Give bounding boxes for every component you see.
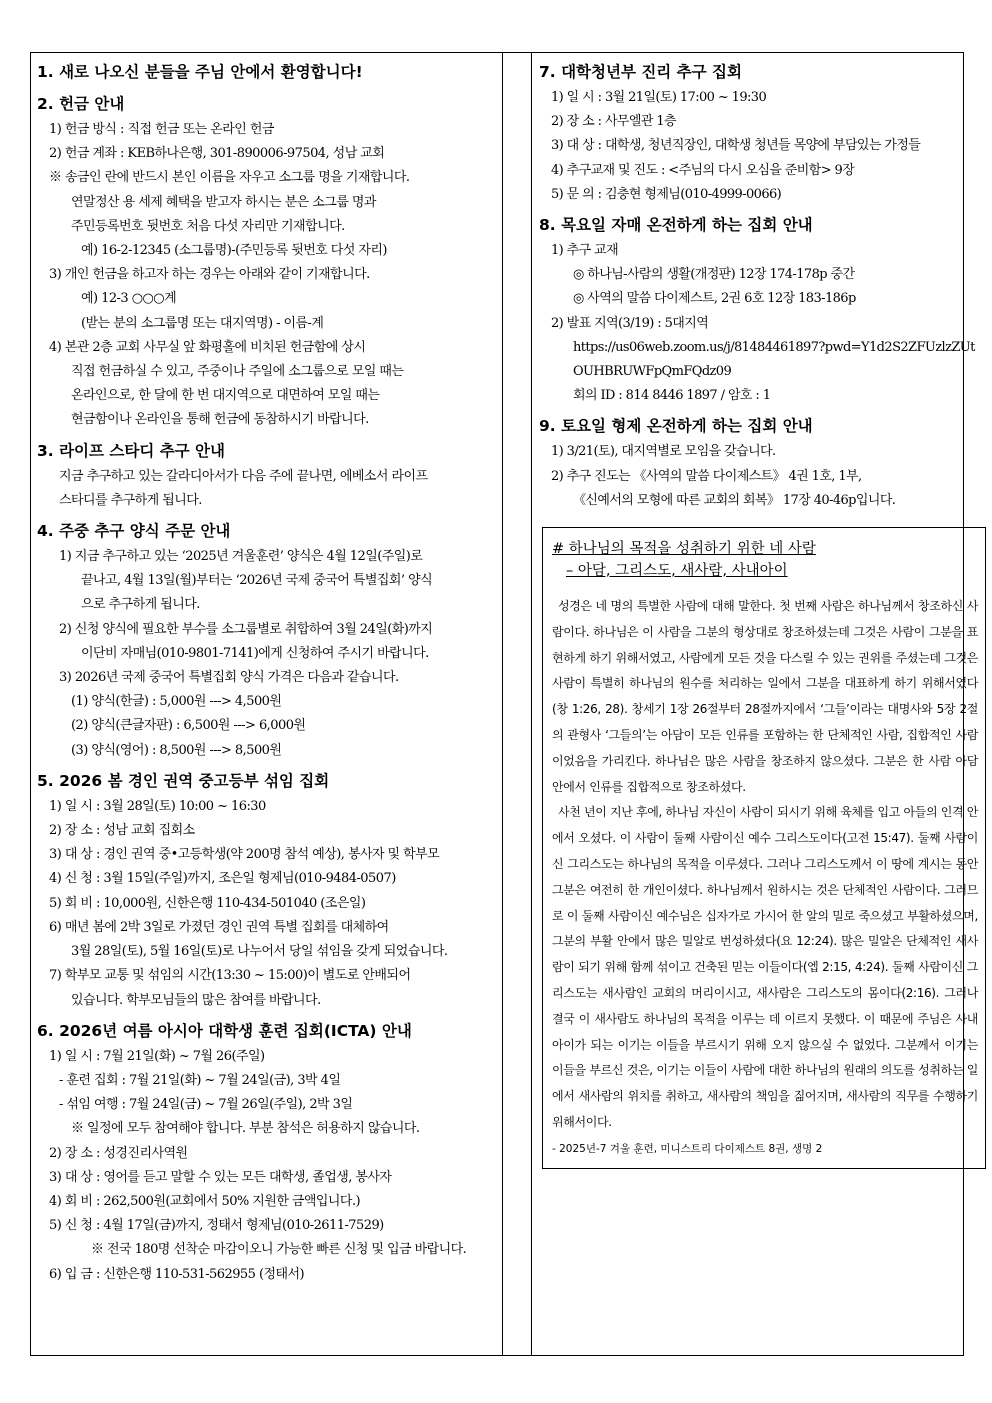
list-item: 1) 일 시 : 3월 21일(토) 17:00 ~ 19:30 <box>551 90 767 105</box>
list-item: 1) 추구 교재 <box>551 243 619 259</box>
section-welcome <box>37 59 493 86</box>
bulletin-frame <box>30 52 978 1356</box>
list-item: 으로 추구하게 됩니다. <box>81 597 200 613</box>
list-item: 4) 신 청 : 3월 15일(주일)까지, 조은일 형제님(010-9484-0507) <box>49 871 396 887</box>
list-item: 현금함이나 온라인을 통해 헌금에 동참하시기 바랍니다. <box>71 412 369 428</box>
list-item: 5) 문 의 : 김충현 형제님(010-4999-0066) <box>551 186 782 202</box>
section-title: 7. 대학청년부 진리 추구 집회 <box>539 63 742 81</box>
box-source: - 2025년-7 겨울 훈련, 미니스트리 다이제스트 8권, 생명 2 <box>552 1142 823 1155</box>
list-item: 3월 28일(토), 5월 16일(토)로 나누어서 당일 섞임을 갖게 되었습니다. <box>71 944 448 960</box>
list-item: 온라인으로, 한 달에 한 번 대지역으로 대면하여 모일 때는 <box>71 388 380 404</box>
list-item: (1) 양식(한글) : 5,000원 ---> 4,500원 <box>71 694 282 710</box>
list-item: - 섞임 여행 : 7월 24일(금) ~ 7월 26일(주일), 2박 3일 <box>59 1097 353 1113</box>
list-item: 3) 대 상 : 경인 권역 중•고등학생(약 200명 참석 예상), 봉사자 및 학부모 <box>49 847 440 863</box>
section-brothers-meeting <box>539 413 959 513</box>
list-item: ※ 송금인 란에 반드시 본인 이름을 자우고 소그룹 명을 기재합니다. <box>49 170 410 186</box>
section-life-study <box>37 438 493 513</box>
list-item: 이단비 자매님(010-9801-7141)에게 신청하여 주시기 바랍니다. <box>81 645 429 661</box>
list-item: (3) 양식(영어) : 8,500원 ---> 8,500원 <box>71 742 282 758</box>
box-paragraph: 성경은 네 명의 특별한 사람에 대해 말한다. 첫 번째 사람은 하나님께서 창조하신 사람이다. 하나님은 이 사람을 그분의 형상대로 창조하셨는데 그것은 사람이 그분을 표현하게 하기 위해서였고, 사람에게 모든 것을 다스릴 수 있는 권위를 주셨는데 그것은 사람이 특별히 하나님의 원수를 처리하는 일에서 그분을 대표하게 하기 위해서였다(창 1:26, 28). 창세기 1장 26절부터 28절까지에서 ‘그들’이라는 대명사와 5장 2절의 관형사 ‘그들의’는 아담이 모든 인류를 포함하는 한 단체적인 사람, 집합적인 사람이었음을 가리킨다. 하나님은 많은 사람을 창조하지 않으셨다. 그분은 한 사람 아담 안에서 인류를 집합적으로 창조하셨다. <box>552 599 978 794</box>
section-order <box>37 518 493 763</box>
list-item: 6) 매년 봄에 2박 3일로 가졌던 경인 권역 특별 집회를 대체하여 <box>49 919 389 935</box>
list-item: 지금 추구하고 있는 갈라디아서가 다음 주에 끝나면, 에베소서 라이프 <box>59 468 428 484</box>
list-item: 1) 일 시 : 7월 21일(화) ~ 7월 26(주일) <box>49 1048 265 1064</box>
section-offering <box>37 91 493 433</box>
section-title: 6. 2026년 여름 아시아 대학생 훈련 집회(ICTA) 안내 <box>37 1021 412 1040</box>
list-item: 2) 헌금 계좌 : KEB하나은행, 301-890006-97504, 성남 교회 <box>49 146 385 162</box>
list-item: (2) 양식(큰글자판) : 6,500원 ---> 6,000원 <box>71 718 306 734</box>
list-item: 2) 장 소 : 성남 교회 집회소 <box>49 823 195 839</box>
list-item: 2) 추구 진도는 《사역의 말씀 다이제스트》 4권 1호, 1부, <box>551 468 862 484</box>
list-item: 2) 발표 지역(3/19) : 5대지역 <box>551 315 709 331</box>
right-column <box>539 59 978 1169</box>
list-item: 3) 2026년 국제 중국어 특별집회 양식 가격은 다음과 같습니다. <box>59 670 399 686</box>
list-item: 2) 신청 양식에 필요한 부수를 소그룹별로 취합하여 3월 24일(화)까지 <box>59 621 433 637</box>
list-item: 4) 본관 2층 교회 사무실 앞 화평홀에 비치된 헌금함에 상시 <box>49 339 366 355</box>
list-item: 있습니다. 학부모님들의 많은 참여를 바랍니다. <box>71 992 321 1008</box>
section-title: 3. 라이프 스타디 추구 안내 <box>37 441 225 460</box>
list-item: 1) 3/21(토), 대지역별로 모임을 갖습니다. <box>551 444 776 460</box>
section-title: 5. 2026 봄 경인 권역 중고등부 섞임 집회 <box>37 771 330 790</box>
list-item: 《신예서의 모형에 따른 교회의 회복》 17장 40-46p입니다. <box>573 492 896 508</box>
list-item: 연말정산 용 세제 혜택을 받고자 하시는 분은 소그룹 명과 <box>71 194 376 210</box>
list-item: 3) 대 상 : 대학생, 청년직장인, 대학생 청년들 목양에 부담있는 가정들 <box>551 138 921 154</box>
section-title: 1. 새로 나오신 분들을 주님 안에서 환영합니다! <box>37 63 363 81</box>
section-icta <box>37 1018 493 1287</box>
section-sisters-meeting <box>539 212 975 408</box>
left-column <box>37 59 493 1292</box>
list-item: 7) 학부모 교통 및 섞임의 시간(13:30 ~ 15:00)이 별도로 안배되어 <box>49 968 411 984</box>
list-item: 끝나고, 4월 13일(월)부터는 ‘2026년 국제 중국어 특별집회’ 양식 <box>81 573 433 589</box>
list-item: 회의 ID : 814 8446 1897 / 암호 : 1 <box>573 388 771 404</box>
zoom-link[interactable]: OUHBRUWFpQmFQdz09 <box>573 364 732 380</box>
list-item: 6) 입 금 : 신한은행 110-531-562955 (정태서) <box>49 1266 305 1282</box>
section-title: 9. 토요일 형제 온전하게 하는 집회 안내 <box>539 417 813 436</box>
list-item: 1) 일 시 : 3월 28일(토) 10:00 ~ 16:30 <box>49 798 266 814</box>
box-subtitle: – 아담, 그리스도, 새사람, 사내아이 <box>566 563 788 580</box>
list-item: 5) 회 비 : 10,000원, 신한은행 110-434-501040 (조은일) <box>49 895 366 911</box>
list-item: (받는 분의 소그룹명 또는 대지역명) - 이름-계 <box>81 315 324 331</box>
section-title: 2. 헌금 안내 <box>37 95 125 113</box>
reading-box <box>542 527 986 1169</box>
section-truth-pursuit <box>539 59 959 207</box>
list-item: ◎ 사역의 말씀 다이제스트, 2권 6호 12장 183-186p <box>573 291 856 307</box>
list-item: 직접 헌금하실 수 있고, 주중이나 주일에 소그룹으로 모일 때는 <box>71 364 404 380</box>
section-title: 4. 주중 추구 양식 주문 안내 <box>37 522 231 541</box>
list-item: ◎ 하나님-사람의 생활(개정판) 12장 174-178p 중간 <box>573 267 855 283</box>
zoom-link[interactable]: https://us06web.zoom.us/j/81484461897?pwd=Y1d2S2ZFUzlzZUt <box>573 339 975 355</box>
list-item: 1) 지금 추구하고 있는 ‘2025년 겨울훈련’ 양식은 4월 12일(주일)로 <box>59 549 423 565</box>
list-item: 주민등록번호 뒷번호 처음 다섯 자리만 기재합니다. <box>71 218 345 234</box>
column-divider <box>502 53 532 1355</box>
list-item: 예) 16-2-12345 (소그룹명)-(주민등록 뒷번호 다섯 자리) <box>81 243 387 259</box>
list-item: ※ 전국 180명 선착순 마감이오니 가능한 빠른 신청 및 입금 바랍니다. <box>91 1242 467 1258</box>
list-item: 1) 헌금 방식 : 직접 헌금 또는 온라인 헌금 <box>49 122 274 137</box>
list-item: 2) 장 소 : 성경진리사역원 <box>49 1145 188 1161</box>
list-item: 스타디를 추구하게 됩니다. <box>59 492 202 508</box>
list-item: 4) 추구교재 및 진도 : <주님의 다시 오심을 준비함> 9장 <box>551 162 855 178</box>
section-youth-meeting <box>37 768 493 1013</box>
box-paragraph: 사천 년이 지난 후에, 하나님 자신이 사람이 되시기 위해 육체를 입고 아들의 인격 안에서 오셨다. 이 사람이 둘째 사람이신 예수 그리스도이다(고전 15:47). 둘째 사람이신 그리스도는 하나님의 목적을 이루셨다. 그러나 그리스도께서 이 땅에 계시는 동안 그분은 여전히 한 개인이셨다. 하나님께서 원하시는 것은 단체적인 사람이다. 그러므로 이 둘째 사람이신 예수님은 십자가로 가시어 한 알의 밀로 죽으셨고 부활하셨으며, 그분의 부활 안에서 많은 밀알로 번성하셨다(요 12:24). 많은 밀알은 단체적인 새사람이 되기 위해 함께 섞이고 건축된 믿는 이들이다(엡 2:15, 4:24). 둘째 사람이신 그리스도는 새사람인 교회의 머리이시고, 새사람은 그리스도의 몸이다(2:16). 그러나 결국 이 새사람도 하나님의 목적을 이루는 데 이르지 못했다. 이 때문에 주님은 사내아이가 되는 이기는 이들을 부르시기 위해 오지 않으실 수 없었다. 그분께서 이기는 이들을 부르신 것은, 이기는 이들이 사람에 대한 하나님의 원래의 의도를 성취하는 일에서 새사람의 위치를 취하고, 새사람의 책임을 짊어지며, 새사람의 직무를 수행하기 위해서이다. <box>552 805 978 1129</box>
list-item: ※ 일정에 모두 참여해야 합니다. 부분 참석은 허용하지 않습니다. <box>71 1121 420 1137</box>
list-item: 예) 12-3 ○○○계 <box>81 291 177 307</box>
list-item: - 훈련 집회 : 7월 21일(화) ~ 7월 24일(금), 3박 4일 <box>59 1072 341 1088</box>
section-title: 8. 목요일 자매 온전하게 하는 집회 안내 <box>539 216 813 235</box>
list-item: 4) 회 비 : 262,500원(교회에서 50% 지원한 금액입니다.) <box>49 1193 361 1209</box>
list-item: 3) 대 상 : 영어를 듣고 말할 수 있는 모든 대학생, 졸업생, 봉사자 <box>49 1169 392 1185</box>
list-item: 5) 신 청 : 4월 17일(금)까지, 정태서 형제님(010-2611-7529) <box>49 1218 384 1234</box>
list-item: 2) 장 소 : 사무엘관 1층 <box>551 114 676 130</box>
box-title: # 하나님의 목적을 성취하기 위한 네 사람 <box>552 541 816 558</box>
list-item: 3) 개인 헌금을 하고자 하는 경우는 아래와 같이 기재합니다. <box>49 267 370 283</box>
